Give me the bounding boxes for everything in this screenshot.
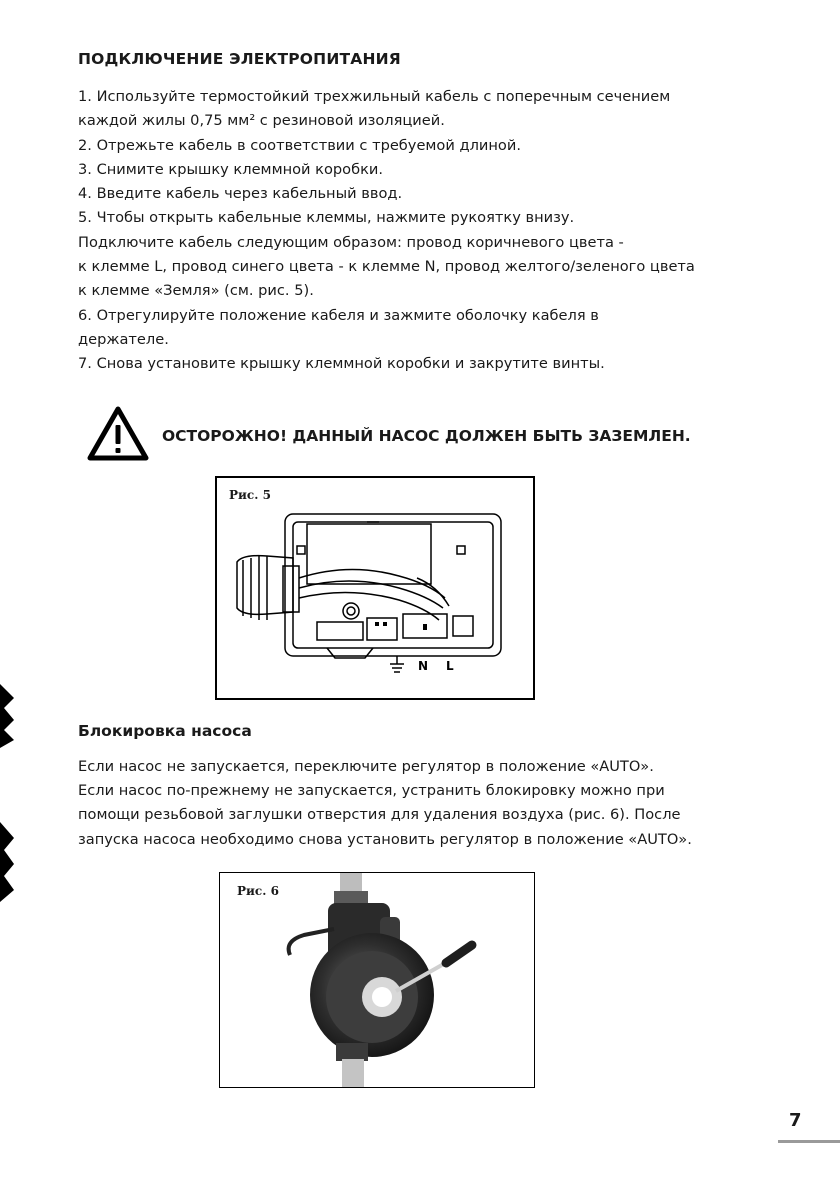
figure-5	[215, 476, 535, 700]
figure-6-label: Рис. 6	[237, 884, 279, 898]
instruction-line: 7. Снова установите крышку клеммной коробки и закрутите винты.	[78, 355, 605, 373]
instruction-line: 4. Введите кабель через кабельный ввод.	[78, 185, 403, 203]
warning-text: ОСТОРОЖНО! ДАННЫЙ НАСОС ДОЛЖЕН БЫТЬ ЗАЗЕМЛЕН.	[162, 427, 691, 445]
terminal-n-label: N	[418, 659, 429, 673]
side-tab-mark	[0, 684, 14, 748]
instruction-line: к клемме L, провод синего цвета - к клемме N, провод желтого/зеленого цвета	[78, 258, 695, 276]
instruction-line: 5. Чтобы открыть кабельные клеммы, нажмите рукоятку внизу.	[78, 209, 575, 227]
blocking-instructions	[78, 755, 778, 852]
page-number-rule	[778, 1140, 840, 1143]
terminal-l-label: L	[446, 659, 454, 673]
instruction-line: держателе.	[78, 330, 169, 348]
figure-6	[219, 872, 535, 1088]
power-instructions	[78, 85, 758, 377]
warning-block	[86, 405, 786, 465]
instruction-line: Если насос не запускается, переключите регулятор в положение «AUTO».	[78, 758, 654, 775]
instruction-line: запуска насоса необходимо снова установить регулятор в положение «AUTO».	[78, 830, 692, 848]
instruction-line: 1. Используйте термостойкий трехжильный кабель с поперечным сечением	[78, 88, 671, 105]
page-number: 7	[789, 1110, 802, 1131]
instruction-line: 6. Отрегулируйте положение кабеля и зажмите оболочку кабеля в	[78, 306, 599, 324]
instruction-line: 3. Снимите крышку клеммной коробки.	[78, 160, 384, 178]
warning-triangle-icon	[86, 405, 150, 463]
instruction-line: каждой жилы 0,75 мм² с резиновой изоляцией.	[78, 112, 445, 130]
figure-5-label: Рис. 5	[229, 488, 271, 502]
instruction-line: помощи резьбовой заглушки отверстия для удаления воздуха (рис. 6). После	[78, 806, 681, 824]
section-heading-blocking: Блокировка насоса	[78, 722, 252, 740]
instruction-line: к клемме «Земля» (см. рис. 5).	[78, 282, 314, 300]
side-tab-mark	[0, 822, 14, 902]
instruction-line: 2. Отрежьте кабель в соответствии с требуемой длиной.	[78, 136, 521, 154]
terminal-box-diagram	[217, 478, 533, 698]
instruction-line: Если насос по-прежнему не запускается, устранить блокировку можно при	[78, 782, 665, 800]
instruction-line: Подключите кабель следующим образом: провод коричневого цвета -	[78, 233, 624, 251]
pump-photo	[220, 873, 534, 1087]
section-heading-power: ПОДКЛЮЧЕНИЕ ЭЛЕКТРОПИТАНИЯ	[78, 50, 401, 68]
